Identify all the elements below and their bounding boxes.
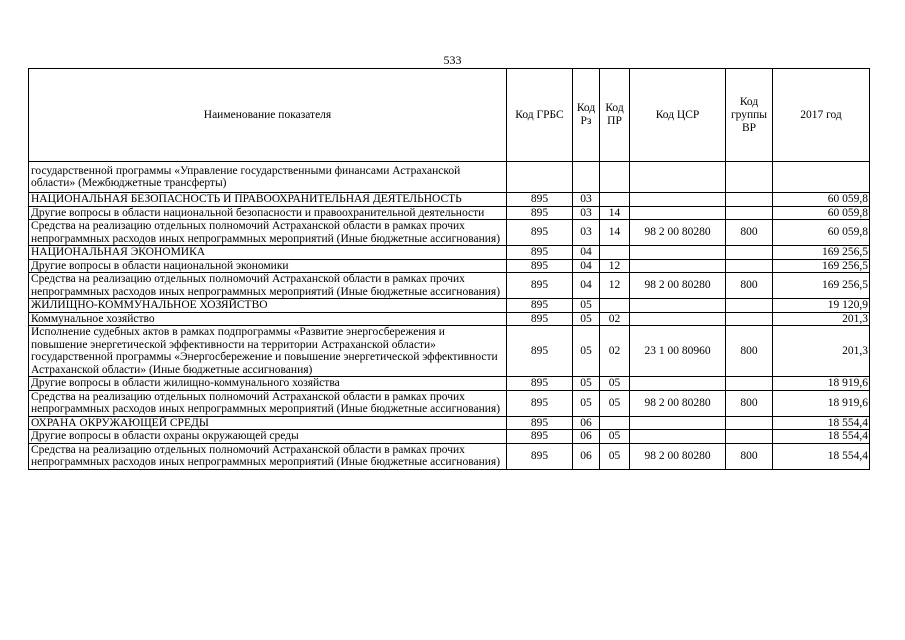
rz-code-cell: 04 [573, 259, 600, 273]
csr-code-cell [630, 430, 726, 444]
header-indicator-name: Наименование показателя [29, 69, 507, 162]
rz-code-cell: 05 [573, 312, 600, 326]
header-grbs-code: Код ГРБС [507, 69, 573, 162]
csr-code-cell [630, 312, 726, 326]
pr-code-cell: 05 [600, 377, 630, 391]
csr-code-cell [630, 162, 726, 193]
indicator-name-cell: Средства на реализацию отдельных полномочий Астраханской области в рамках прочих непрограммных расходов иных непрограммных мероприятий (Иные бюджетные ассигнования) [29, 273, 507, 299]
indicator-name-cell: Другие вопросы в области национальной безопасности и правоохранительной деятельности [29, 206, 507, 220]
csr-code-cell [630, 259, 726, 273]
table-row [29, 443, 870, 469]
vr-group-code-cell [726, 206, 773, 220]
vr-group-code-cell: 800 [726, 390, 773, 416]
budget-table [28, 68, 870, 470]
csr-code-cell [630, 377, 726, 391]
grbs-code-cell: 895 [507, 390, 573, 416]
amount-2017-cell: 60 059,8 [773, 206, 870, 220]
pr-code-cell [600, 299, 630, 313]
amount-2017-cell: 60 059,8 [773, 193, 870, 207]
csr-code-cell [630, 206, 726, 220]
csr-code-cell [630, 246, 726, 260]
pr-code-cell [600, 246, 630, 260]
table-body [29, 162, 870, 470]
pr-code-cell: 14 [600, 206, 630, 220]
table-row [29, 206, 870, 220]
table-row [29, 416, 870, 430]
grbs-code-cell: 895 [507, 193, 573, 207]
indicator-name-cell: Средства на реализацию отдельных полномочий Астраханской области в рамках прочих непрограммных расходов иных непрограммных мероприятий (Иные бюджетные ассигнования) [29, 220, 507, 246]
rz-code-cell: 03 [573, 220, 600, 246]
csr-code-cell: 98 2 00 80280 [630, 390, 726, 416]
grbs-code-cell [507, 162, 573, 193]
indicator-name-cell: НАЦИОНАЛЬНАЯ БЕЗОПАСНОСТЬ И ПРАВООХРАНИТЕЛЬНАЯ ДЕЯТЕЛЬНОСТЬ [29, 193, 507, 207]
csr-code-cell [630, 299, 726, 313]
grbs-code-cell: 895 [507, 312, 573, 326]
grbs-code-cell: 895 [507, 416, 573, 430]
indicator-name-cell: государственной программы «Управление государственными финансами Астраханской области» (Межбюджетные трансферты) [29, 162, 507, 193]
csr-code-cell [630, 193, 726, 207]
pr-code-cell: 05 [600, 430, 630, 444]
indicator-name-cell: ОХРАНА ОКРУЖАЮЩЕЙ СРЕДЫ [29, 416, 507, 430]
vr-group-code-cell [726, 259, 773, 273]
table-row [29, 377, 870, 391]
vr-group-code-cell: 800 [726, 326, 773, 377]
indicator-name-cell: Другие вопросы в области жилищно-коммунального хозяйства [29, 377, 507, 391]
indicator-name-cell: Средства на реализацию отдельных полномочий Астраханской области в рамках прочих непрограммных расходов иных непрограммных мероприятий (Иные бюджетные ассигнования) [29, 390, 507, 416]
vr-group-code-cell [726, 416, 773, 430]
pr-code-cell: 05 [600, 390, 630, 416]
indicator-name-cell: Другие вопросы в области охраны окружающей среды [29, 430, 507, 444]
header-vr-group-code: Код группы ВР [726, 69, 773, 162]
rz-code-cell: 05 [573, 390, 600, 416]
csr-code-cell: 23 1 00 80960 [630, 326, 726, 377]
pr-code-cell: 02 [600, 312, 630, 326]
amount-2017-cell [773, 162, 870, 193]
pr-code-cell [600, 162, 630, 193]
vr-group-code-cell [726, 193, 773, 207]
grbs-code-cell: 895 [507, 246, 573, 260]
amount-2017-cell: 60 059,8 [773, 220, 870, 246]
grbs-code-cell: 895 [507, 259, 573, 273]
amount-2017-cell: 169 256,5 [773, 273, 870, 299]
indicator-name-cell: Коммунальное хозяйство [29, 312, 507, 326]
amount-2017-cell: 201,3 [773, 312, 870, 326]
pr-code-cell: 14 [600, 220, 630, 246]
rz-code-cell: 05 [573, 299, 600, 313]
vr-group-code-cell: 800 [726, 220, 773, 246]
pr-code-cell [600, 416, 630, 430]
rz-code-cell: 03 [573, 193, 600, 207]
pr-code-cell: 05 [600, 443, 630, 469]
indicator-name-cell: Исполнение судебных актов в рамках подпрограммы «Развитие энергосбережения и повышение энергетической эффективности на территории Астраханской области» государственной программы «Энергосбережение и повышение энергетической эффективности Астраханской области» (Иные бюджетные ассигнования) [29, 326, 507, 377]
grbs-code-cell: 895 [507, 220, 573, 246]
amount-2017-cell: 169 256,5 [773, 246, 870, 260]
pr-code-cell: 02 [600, 326, 630, 377]
table-row [29, 193, 870, 207]
vr-group-code-cell [726, 246, 773, 260]
table-row [29, 390, 870, 416]
table-row [29, 246, 870, 260]
table-row [29, 299, 870, 313]
table-row [29, 162, 870, 193]
amount-2017-cell: 18 554,4 [773, 416, 870, 430]
grbs-code-cell: 895 [507, 443, 573, 469]
amount-2017-cell: 18 554,4 [773, 443, 870, 469]
rz-code-cell: 06 [573, 416, 600, 430]
table-row [29, 220, 870, 246]
indicator-name-cell: Другие вопросы в области национальной экономики [29, 259, 507, 273]
rz-code-cell: 04 [573, 246, 600, 260]
indicator-name-cell: ЖИЛИЩНО-КОММУНАЛЬНОЕ ХОЗЯЙСТВО [29, 299, 507, 313]
amount-2017-cell: 201,3 [773, 326, 870, 377]
vr-group-code-cell [726, 377, 773, 391]
rz-code-cell: 05 [573, 326, 600, 377]
header-rz-code: Код Рз [573, 69, 600, 162]
vr-group-code-cell: 800 [726, 443, 773, 469]
rz-code-cell: 06 [573, 430, 600, 444]
page-number: 533 [443, 53, 462, 67]
table-row [29, 312, 870, 326]
grbs-code-cell: 895 [507, 430, 573, 444]
table-row [29, 430, 870, 444]
amount-2017-cell: 18 919,6 [773, 390, 870, 416]
grbs-code-cell: 895 [507, 206, 573, 220]
vr-group-code-cell [726, 430, 773, 444]
table-row [29, 273, 870, 299]
indicator-name-cell: НАЦИОНАЛЬНАЯ ЭКОНОМИКА [29, 246, 507, 260]
amount-2017-cell: 19 120,9 [773, 299, 870, 313]
pr-code-cell: 12 [600, 273, 630, 299]
amount-2017-cell: 18 554,4 [773, 430, 870, 444]
vr-group-code-cell [726, 312, 773, 326]
grbs-code-cell: 895 [507, 377, 573, 391]
grbs-code-cell: 895 [507, 326, 573, 377]
csr-code-cell: 98 2 00 80280 [630, 443, 726, 469]
vr-group-code-cell: 800 [726, 273, 773, 299]
grbs-code-cell: 895 [507, 273, 573, 299]
header-csr-code: Код ЦСР [630, 69, 726, 162]
header-pr-code: Код ПР [600, 69, 630, 162]
indicator-name-cell: Средства на реализацию отдельных полномочий Астраханской области в рамках прочих непрограммных расходов иных непрограммных мероприятий (Иные бюджетные ассигнования) [29, 443, 507, 469]
csr-code-cell [630, 416, 726, 430]
rz-code-cell [573, 162, 600, 193]
vr-group-code-cell [726, 162, 773, 193]
amount-2017-cell: 169 256,5 [773, 259, 870, 273]
header-year-2017: 2017 год [773, 69, 870, 162]
vr-group-code-cell [726, 299, 773, 313]
rz-code-cell: 03 [573, 206, 600, 220]
pr-code-cell: 12 [600, 259, 630, 273]
rz-code-cell: 05 [573, 377, 600, 391]
rz-code-cell: 06 [573, 443, 600, 469]
csr-code-cell: 98 2 00 80280 [630, 220, 726, 246]
table-header-row [29, 69, 870, 162]
rz-code-cell: 04 [573, 273, 600, 299]
table-row [29, 259, 870, 273]
pr-code-cell [600, 193, 630, 207]
csr-code-cell: 98 2 00 80280 [630, 273, 726, 299]
grbs-code-cell: 895 [507, 299, 573, 313]
table-row [29, 326, 870, 377]
amount-2017-cell: 18 919,6 [773, 377, 870, 391]
